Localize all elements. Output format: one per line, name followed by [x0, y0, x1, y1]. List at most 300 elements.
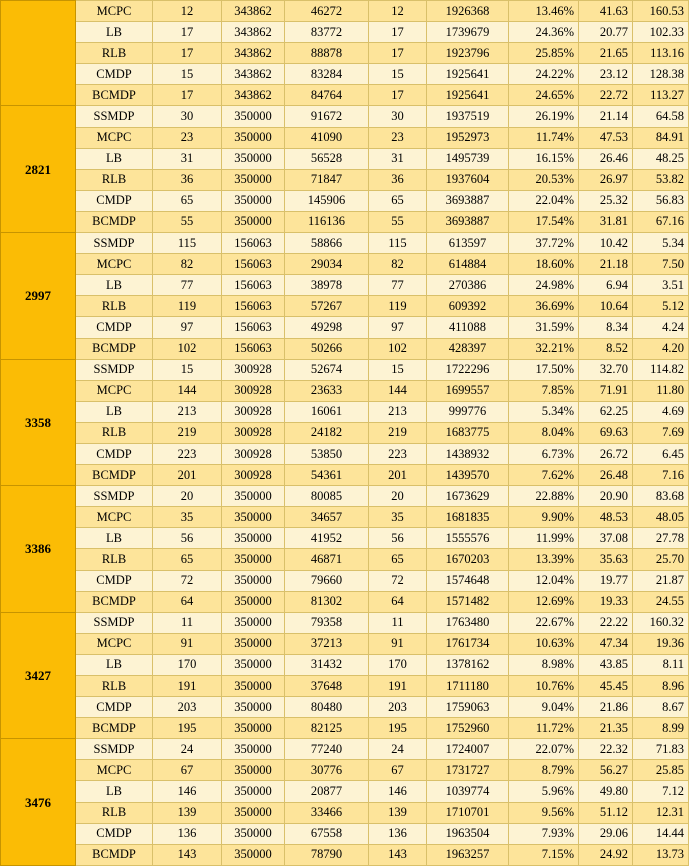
- cost-cell: 54361: [285, 465, 369, 486]
- k-cell: 65: [153, 190, 222, 211]
- k-cell: 191: [153, 676, 222, 697]
- efficiency-cell: 41.63: [579, 1, 633, 22]
- ratio-cell: 10.63%: [509, 633, 579, 654]
- cost-cell: 77240: [285, 739, 369, 760]
- efficiency-cell: 37.08: [579, 528, 633, 549]
- algorithm-cell: RLB: [76, 802, 153, 823]
- coverage-cell: 1731727: [427, 760, 509, 781]
- coverage-cell: 3693887: [427, 211, 509, 232]
- time-cell: 4.69: [633, 401, 689, 422]
- ratio-cell: 18.60%: [509, 254, 579, 275]
- count-cell: 24: [369, 739, 427, 760]
- efficiency-cell: 19.33: [579, 591, 633, 612]
- budget-cell: 343862: [222, 1, 285, 22]
- ratio-cell: 31.59%: [509, 317, 579, 338]
- budget-cell: 350000: [222, 612, 285, 633]
- k-cell: 64: [153, 591, 222, 612]
- coverage-cell: 999776: [427, 401, 509, 422]
- dataset-id-cell: 2997: [1, 233, 76, 360]
- time-cell: 8.67: [633, 697, 689, 718]
- k-cell: 170: [153, 654, 222, 675]
- cost-cell: 37213: [285, 633, 369, 654]
- cost-cell: 78790: [285, 844, 369, 865]
- count-cell: 191: [369, 676, 427, 697]
- table-row: [1, 359, 689, 380]
- cost-cell: 82125: [285, 718, 369, 739]
- count-cell: 201: [369, 465, 427, 486]
- efficiency-cell: 22.32: [579, 739, 633, 760]
- cost-cell: 81302: [285, 591, 369, 612]
- coverage-cell: 1039774: [427, 781, 509, 802]
- count-cell: 170: [369, 654, 427, 675]
- cost-cell: 79660: [285, 570, 369, 591]
- k-cell: 77: [153, 275, 222, 296]
- dataset-id-cell: 3476: [1, 739, 76, 866]
- efficiency-cell: 26.72: [579, 443, 633, 464]
- coverage-cell: 1763480: [427, 612, 509, 633]
- k-cell: 30: [153, 106, 222, 127]
- coverage-cell: 1761734: [427, 633, 509, 654]
- count-cell: 11: [369, 612, 427, 633]
- ratio-cell: 7.93%: [509, 823, 579, 844]
- cost-cell: 46871: [285, 549, 369, 570]
- ratio-cell: 6.73%: [509, 443, 579, 464]
- time-cell: 71.83: [633, 739, 689, 760]
- ratio-cell: 7.15%: [509, 844, 579, 865]
- efficiency-cell: 45.45: [579, 676, 633, 697]
- table-row: [1, 802, 689, 823]
- table-row: [1, 549, 689, 570]
- k-cell: 223: [153, 443, 222, 464]
- ratio-cell: 20.53%: [509, 169, 579, 190]
- coverage-cell: 1963504: [427, 823, 509, 844]
- efficiency-cell: 21.65: [579, 43, 633, 64]
- k-cell: 136: [153, 823, 222, 844]
- time-cell: 83.68: [633, 486, 689, 507]
- table-row: [1, 739, 689, 760]
- algorithm-cell: CMDP: [76, 64, 153, 85]
- ratio-cell: 37.72%: [509, 233, 579, 254]
- coverage-cell: 1378162: [427, 654, 509, 675]
- coverage-cell: 428397: [427, 338, 509, 359]
- time-cell: 8.99: [633, 718, 689, 739]
- efficiency-cell: 47.53: [579, 127, 633, 148]
- table-row: [1, 591, 689, 612]
- algorithm-cell: CMDP: [76, 823, 153, 844]
- k-cell: 12: [153, 1, 222, 22]
- cost-cell: 116136: [285, 211, 369, 232]
- table-row: [1, 443, 689, 464]
- table-row: [1, 570, 689, 591]
- coverage-cell: 1739679: [427, 22, 509, 43]
- k-cell: 31: [153, 148, 222, 169]
- count-cell: 136: [369, 823, 427, 844]
- budget-cell: 300928: [222, 401, 285, 422]
- count-cell: 213: [369, 401, 427, 422]
- cost-cell: 41090: [285, 127, 369, 148]
- budget-cell: 350000: [222, 676, 285, 697]
- cost-cell: 79358: [285, 612, 369, 633]
- efficiency-cell: 69.63: [579, 422, 633, 443]
- algorithm-cell: LB: [76, 401, 153, 422]
- time-cell: 5.12: [633, 296, 689, 317]
- count-cell: 146: [369, 781, 427, 802]
- budget-cell: 343862: [222, 64, 285, 85]
- dataset-id-cell: 3386: [1, 486, 76, 613]
- algorithm-cell: LB: [76, 781, 153, 802]
- k-cell: 143: [153, 844, 222, 865]
- algorithm-cell: MCPC: [76, 254, 153, 275]
- coverage-cell: 609392: [427, 296, 509, 317]
- coverage-cell: 1963257: [427, 844, 509, 865]
- budget-cell: 350000: [222, 148, 285, 169]
- table-row: [1, 781, 689, 802]
- budget-cell: 156063: [222, 254, 285, 275]
- ratio-cell: 5.96%: [509, 781, 579, 802]
- efficiency-cell: 25.32: [579, 190, 633, 211]
- cost-cell: 83284: [285, 64, 369, 85]
- budget-cell: 300928: [222, 443, 285, 464]
- budget-cell: 156063: [222, 317, 285, 338]
- ratio-cell: 17.54%: [509, 211, 579, 232]
- table-row: [1, 338, 689, 359]
- table-row: [1, 169, 689, 190]
- efficiency-cell: 20.90: [579, 486, 633, 507]
- efficiency-cell: 21.86: [579, 697, 633, 718]
- k-cell: 55: [153, 211, 222, 232]
- time-cell: 21.87: [633, 570, 689, 591]
- cost-cell: 16061: [285, 401, 369, 422]
- algorithm-cell: LB: [76, 528, 153, 549]
- table-row: [1, 22, 689, 43]
- algorithm-cell: CMDP: [76, 697, 153, 718]
- k-cell: 144: [153, 380, 222, 401]
- ratio-cell: 26.19%: [509, 106, 579, 127]
- time-cell: 14.44: [633, 823, 689, 844]
- cost-cell: 37648: [285, 676, 369, 697]
- cost-cell: 80085: [285, 486, 369, 507]
- budget-cell: 350000: [222, 211, 285, 232]
- budget-cell: 350000: [222, 823, 285, 844]
- time-cell: 25.85: [633, 760, 689, 781]
- cost-cell: 88878: [285, 43, 369, 64]
- budget-cell: 350000: [222, 106, 285, 127]
- k-cell: 36: [153, 169, 222, 190]
- efficiency-cell: 31.81: [579, 211, 633, 232]
- table-row: [1, 106, 689, 127]
- ratio-cell: 9.04%: [509, 697, 579, 718]
- k-cell: 82: [153, 254, 222, 275]
- count-cell: 35: [369, 507, 427, 528]
- k-cell: 102: [153, 338, 222, 359]
- table-row: [1, 64, 689, 85]
- ratio-cell: 24.65%: [509, 85, 579, 106]
- algorithm-cell: BCMDP: [76, 718, 153, 739]
- time-cell: 4.20: [633, 338, 689, 359]
- table-row: [1, 296, 689, 317]
- time-cell: 5.34: [633, 233, 689, 254]
- count-cell: 82: [369, 254, 427, 275]
- table-row: [1, 127, 689, 148]
- time-cell: 3.51: [633, 275, 689, 296]
- budget-cell: 350000: [222, 633, 285, 654]
- table-row: [1, 718, 689, 739]
- time-cell: 6.45: [633, 443, 689, 464]
- cost-cell: 31432: [285, 654, 369, 675]
- count-cell: 17: [369, 85, 427, 106]
- ratio-cell: 17.50%: [509, 359, 579, 380]
- coverage-cell: 1683775: [427, 422, 509, 443]
- ratio-cell: 36.69%: [509, 296, 579, 317]
- ratio-cell: 8.04%: [509, 422, 579, 443]
- count-cell: 15: [369, 64, 427, 85]
- k-cell: 91: [153, 633, 222, 654]
- table-row: [1, 85, 689, 106]
- budget-cell: 300928: [222, 422, 285, 443]
- time-cell: 114.82: [633, 359, 689, 380]
- dataset-id-cell: 3358: [1, 359, 76, 486]
- algorithm-cell: LB: [76, 654, 153, 675]
- ratio-cell: 22.04%: [509, 190, 579, 211]
- cost-cell: 50266: [285, 338, 369, 359]
- coverage-cell: 270386: [427, 275, 509, 296]
- efficiency-cell: 71.91: [579, 380, 633, 401]
- ratio-cell: 22.88%: [509, 486, 579, 507]
- algorithm-cell: RLB: [76, 296, 153, 317]
- coverage-cell: 1925641: [427, 85, 509, 106]
- ratio-cell: 24.36%: [509, 22, 579, 43]
- coverage-cell: 1571482: [427, 591, 509, 612]
- coverage-cell: 1937604: [427, 169, 509, 190]
- budget-cell: 300928: [222, 359, 285, 380]
- time-cell: 84.91: [633, 127, 689, 148]
- ratio-cell: 7.62%: [509, 465, 579, 486]
- time-cell: 160.53: [633, 1, 689, 22]
- coverage-cell: 614884: [427, 254, 509, 275]
- cost-cell: 46272: [285, 1, 369, 22]
- dataset-id-cell: [1, 1, 76, 106]
- cost-cell: 84764: [285, 85, 369, 106]
- ratio-cell: 12.69%: [509, 591, 579, 612]
- efficiency-cell: 47.34: [579, 633, 633, 654]
- algorithm-cell: MCPC: [76, 760, 153, 781]
- k-cell: 219: [153, 422, 222, 443]
- count-cell: 144: [369, 380, 427, 401]
- count-cell: 115: [369, 233, 427, 254]
- cost-cell: 34657: [285, 507, 369, 528]
- cost-cell: 71847: [285, 169, 369, 190]
- coverage-cell: 1952973: [427, 127, 509, 148]
- ratio-cell: 9.90%: [509, 507, 579, 528]
- coverage-cell: 1699557: [427, 380, 509, 401]
- table-row: [1, 507, 689, 528]
- algorithm-cell: BCMDP: [76, 465, 153, 486]
- cost-cell: 145906: [285, 190, 369, 211]
- efficiency-cell: 6.94: [579, 275, 633, 296]
- table-row: [1, 190, 689, 211]
- cost-cell: 57267: [285, 296, 369, 317]
- dataset-id-cell: 3427: [1, 612, 76, 739]
- budget-cell: 343862: [222, 43, 285, 64]
- time-cell: 24.55: [633, 591, 689, 612]
- budget-cell: 156063: [222, 233, 285, 254]
- coverage-cell: 1495739: [427, 148, 509, 169]
- ratio-cell: 24.22%: [509, 64, 579, 85]
- count-cell: 55: [369, 211, 427, 232]
- table-row: [1, 654, 689, 675]
- efficiency-cell: 43.85: [579, 654, 633, 675]
- coverage-cell: 1937519: [427, 106, 509, 127]
- ratio-cell: 16.15%: [509, 148, 579, 169]
- k-cell: 17: [153, 85, 222, 106]
- algorithm-cell: CMDP: [76, 190, 153, 211]
- efficiency-cell: 8.34: [579, 317, 633, 338]
- cost-cell: 52674: [285, 359, 369, 380]
- time-cell: 12.31: [633, 802, 689, 823]
- budget-cell: 350000: [222, 190, 285, 211]
- budget-cell: 350000: [222, 507, 285, 528]
- cost-cell: 29034: [285, 254, 369, 275]
- ratio-cell: 25.85%: [509, 43, 579, 64]
- cost-cell: 83772: [285, 22, 369, 43]
- count-cell: 203: [369, 697, 427, 718]
- ratio-cell: 7.85%: [509, 380, 579, 401]
- efficiency-cell: 35.63: [579, 549, 633, 570]
- coverage-cell: 3693887: [427, 190, 509, 211]
- table-row: [1, 211, 689, 232]
- efficiency-cell: 23.12: [579, 64, 633, 85]
- coverage-cell: 1752960: [427, 718, 509, 739]
- efficiency-cell: 51.12: [579, 802, 633, 823]
- budget-cell: 350000: [222, 591, 285, 612]
- time-cell: 48.25: [633, 148, 689, 169]
- budget-cell: 350000: [222, 654, 285, 675]
- k-cell: 67: [153, 760, 222, 781]
- cost-cell: 33466: [285, 802, 369, 823]
- ratio-cell: 24.98%: [509, 275, 579, 296]
- table-row: [1, 380, 689, 401]
- count-cell: 97: [369, 317, 427, 338]
- k-cell: 146: [153, 781, 222, 802]
- cost-cell: 24182: [285, 422, 369, 443]
- count-cell: 195: [369, 718, 427, 739]
- table-row: [1, 486, 689, 507]
- count-cell: 12: [369, 1, 427, 22]
- k-cell: 195: [153, 718, 222, 739]
- budget-cell: 350000: [222, 127, 285, 148]
- budget-cell: 156063: [222, 275, 285, 296]
- table-row: [1, 148, 689, 169]
- efficiency-cell: 29.06: [579, 823, 633, 844]
- time-cell: 27.78: [633, 528, 689, 549]
- time-cell: 113.27: [633, 85, 689, 106]
- k-cell: 23: [153, 127, 222, 148]
- count-cell: 65: [369, 549, 427, 570]
- results-table-body: [1, 1, 689, 866]
- coverage-cell: 1711180: [427, 676, 509, 697]
- efficiency-cell: 19.77: [579, 570, 633, 591]
- efficiency-cell: 22.22: [579, 612, 633, 633]
- ratio-cell: 11.74%: [509, 127, 579, 148]
- coverage-cell: 411088: [427, 317, 509, 338]
- count-cell: 36: [369, 169, 427, 190]
- k-cell: 56: [153, 528, 222, 549]
- cost-cell: 41952: [285, 528, 369, 549]
- algorithm-cell: SSMDP: [76, 739, 153, 760]
- k-cell: 24: [153, 739, 222, 760]
- cost-cell: 56528: [285, 148, 369, 169]
- algorithm-cell: RLB: [76, 169, 153, 190]
- ratio-cell: 13.46%: [509, 1, 579, 22]
- table-row: [1, 275, 689, 296]
- count-cell: 219: [369, 422, 427, 443]
- k-cell: 15: [153, 359, 222, 380]
- coverage-cell: 1673629: [427, 486, 509, 507]
- k-cell: 115: [153, 233, 222, 254]
- algorithm-cell: BCMDP: [76, 211, 153, 232]
- efficiency-cell: 8.52: [579, 338, 633, 359]
- count-cell: 31: [369, 148, 427, 169]
- budget-cell: 350000: [222, 781, 285, 802]
- time-cell: 53.82: [633, 169, 689, 190]
- count-cell: 119: [369, 296, 427, 317]
- count-cell: 143: [369, 844, 427, 865]
- table-row: [1, 465, 689, 486]
- efficiency-cell: 26.48: [579, 465, 633, 486]
- coverage-cell: 613597: [427, 233, 509, 254]
- table-row: [1, 233, 689, 254]
- algorithm-cell: LB: [76, 275, 153, 296]
- budget-cell: 350000: [222, 844, 285, 865]
- cost-cell: 58866: [285, 233, 369, 254]
- efficiency-cell: 26.46: [579, 148, 633, 169]
- k-cell: 119: [153, 296, 222, 317]
- table-row: [1, 633, 689, 654]
- k-cell: 20: [153, 486, 222, 507]
- time-cell: 11.80: [633, 380, 689, 401]
- budget-cell: 350000: [222, 760, 285, 781]
- coverage-cell: 1681835: [427, 507, 509, 528]
- cost-cell: 80480: [285, 697, 369, 718]
- count-cell: 17: [369, 43, 427, 64]
- table-row: [1, 844, 689, 865]
- ratio-cell: 5.34%: [509, 401, 579, 422]
- k-cell: 17: [153, 43, 222, 64]
- time-cell: 128.38: [633, 64, 689, 85]
- algorithm-cell: MCPC: [76, 507, 153, 528]
- algorithm-cell: MCPC: [76, 633, 153, 654]
- cost-cell: 53850: [285, 443, 369, 464]
- count-cell: 139: [369, 802, 427, 823]
- time-cell: 7.16: [633, 465, 689, 486]
- cost-cell: 23633: [285, 380, 369, 401]
- k-cell: 72: [153, 570, 222, 591]
- algorithm-cell: SSMDP: [76, 233, 153, 254]
- coverage-cell: 1724007: [427, 739, 509, 760]
- time-cell: 113.16: [633, 43, 689, 64]
- count-cell: 65: [369, 190, 427, 211]
- efficiency-cell: 48.53: [579, 507, 633, 528]
- algorithm-cell: BCMDP: [76, 844, 153, 865]
- budget-cell: 343862: [222, 85, 285, 106]
- efficiency-cell: 49.80: [579, 781, 633, 802]
- algorithm-cell: RLB: [76, 549, 153, 570]
- budget-cell: 350000: [222, 739, 285, 760]
- budget-cell: 156063: [222, 296, 285, 317]
- table-row: [1, 317, 689, 338]
- ratio-cell: 13.39%: [509, 549, 579, 570]
- efficiency-cell: 56.27: [579, 760, 633, 781]
